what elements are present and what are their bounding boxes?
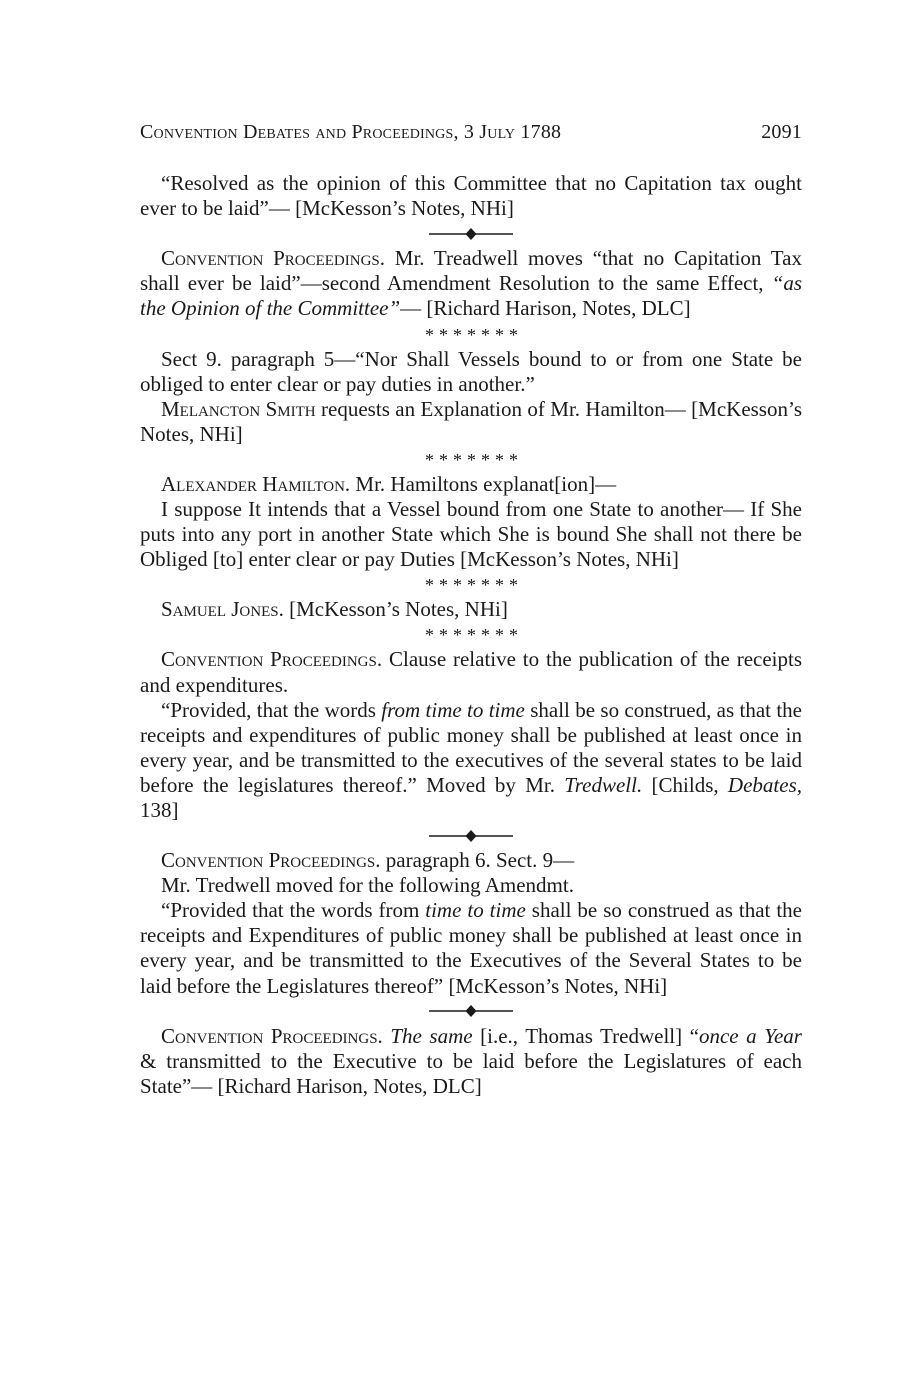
speaker-name: Convention Proceedings. <box>161 848 381 873</box>
paragraph-smith-request: Melancton Smith requests an Explanation of Mr. Hamilton— [McKesson’s Notes, NHi] <box>140 396 802 446</box>
page-header <box>140 120 802 145</box>
paragraph-tredwell-moved: Mr. Tredwell moved for the following Amendmt. <box>161 873 574 898</box>
diamond-rule-icon <box>429 227 513 241</box>
speaker-name: Convention Proceedings. <box>161 246 386 271</box>
section-divider <box>140 999 802 1024</box>
paragraph-provided-childs: “Provided, that the words from time to time shall be so construed, as that the receipts and expenditures of public money shall be published at least once in every year, and be transmitted to the executives of the several states to be laid before the legislatures thereof.” Moved by Mr. Tredwell. [Childs, Debates, 138] <box>140 697 803 822</box>
speaker-name: Convention Proceedings. <box>161 647 383 672</box>
speaker-name: Convention Proceedings. <box>161 1023 383 1048</box>
paragraph-hamilton-explanation: Alexander Hamilton. Mr. Hamiltons explanat[ion]— <box>161 471 617 496</box>
paragraph-treadwell-capitation: Convention Proceedings. Mr. Treadwell moves “that no Capitation Tax shall ever be laid”—second Amendment Resolution to the same Effect, “as the Opinion of the Committee”— [Richard Harison, Notes, DLC] <box>140 246 802 321</box>
paragraph-para6-sect9: Convention Proceedings. paragraph 6. Sect. 9— <box>161 848 575 873</box>
speaker-name: Alexander Hamilton. <box>161 471 351 496</box>
paragraph-receipts-clause: Convention Proceedings. Clause relative to the publication of the receipts and expenditures. <box>140 647 803 697</box>
document-page <box>140 120 802 1099</box>
paragraph-hamilton-vessel: I suppose It intends that a Vessel bound from one State to another— If She puts into any port in another State which She is bound She shall not there be Obliged [to] enter clear or pay Duties [McKesson’s Notes, NHi] <box>140 497 802 572</box>
asterisk-separator: ******* <box>425 625 523 646</box>
speaker-name: Melancton Smith <box>161 396 316 421</box>
diamond-rule-icon <box>429 1004 513 1018</box>
paragraph-provided-mckesson: “Provided that the words from time to time shall be so construed as that the receipts and Expenditures of public money shall be published at least once in every year, and be transmitted to the Executives of the Several States to be laid before the Legislatures thereof” [McKesson’s Notes, NHi] <box>140 898 802 998</box>
running-title: Convention Debates and Proceedings, 3 July 1788 <box>140 121 562 143</box>
paragraph-samuel-jones: Samuel Jones. [McKesson’s Notes, NHi] <box>161 597 508 622</box>
asterisk-separator: ******* <box>425 575 523 596</box>
paragraph-same-once-a-year: Convention Proceedings. The same [i.e., Thomas Tredwell] “once a Year & transmitted to the Executive to be laid before the Legislatures of each State”— [Richard Harison, Notes, DLC] <box>140 1023 802 1098</box>
paragraph-capitation-resolution: “Resolved as the opinion of this Committee that no Capitation tax ought ever to be laid”— [McKesson’s Notes, NHi] <box>140 171 802 221</box>
asterisk-separator: ******* <box>425 449 523 470</box>
asterisk-separator: ******* <box>425 324 523 345</box>
section-divider <box>140 221 802 246</box>
section-divider <box>140 823 802 848</box>
page-number: 2091 <box>761 121 802 143</box>
paragraph-sect9-para5: Sect 9. paragraph 5—“Nor Shall Vessels bound to or from one State be obliged to enter clear or pay duties in another.” <box>140 346 802 396</box>
speaker-name: Samuel Jones. <box>161 597 284 622</box>
diamond-rule-icon <box>429 829 513 843</box>
